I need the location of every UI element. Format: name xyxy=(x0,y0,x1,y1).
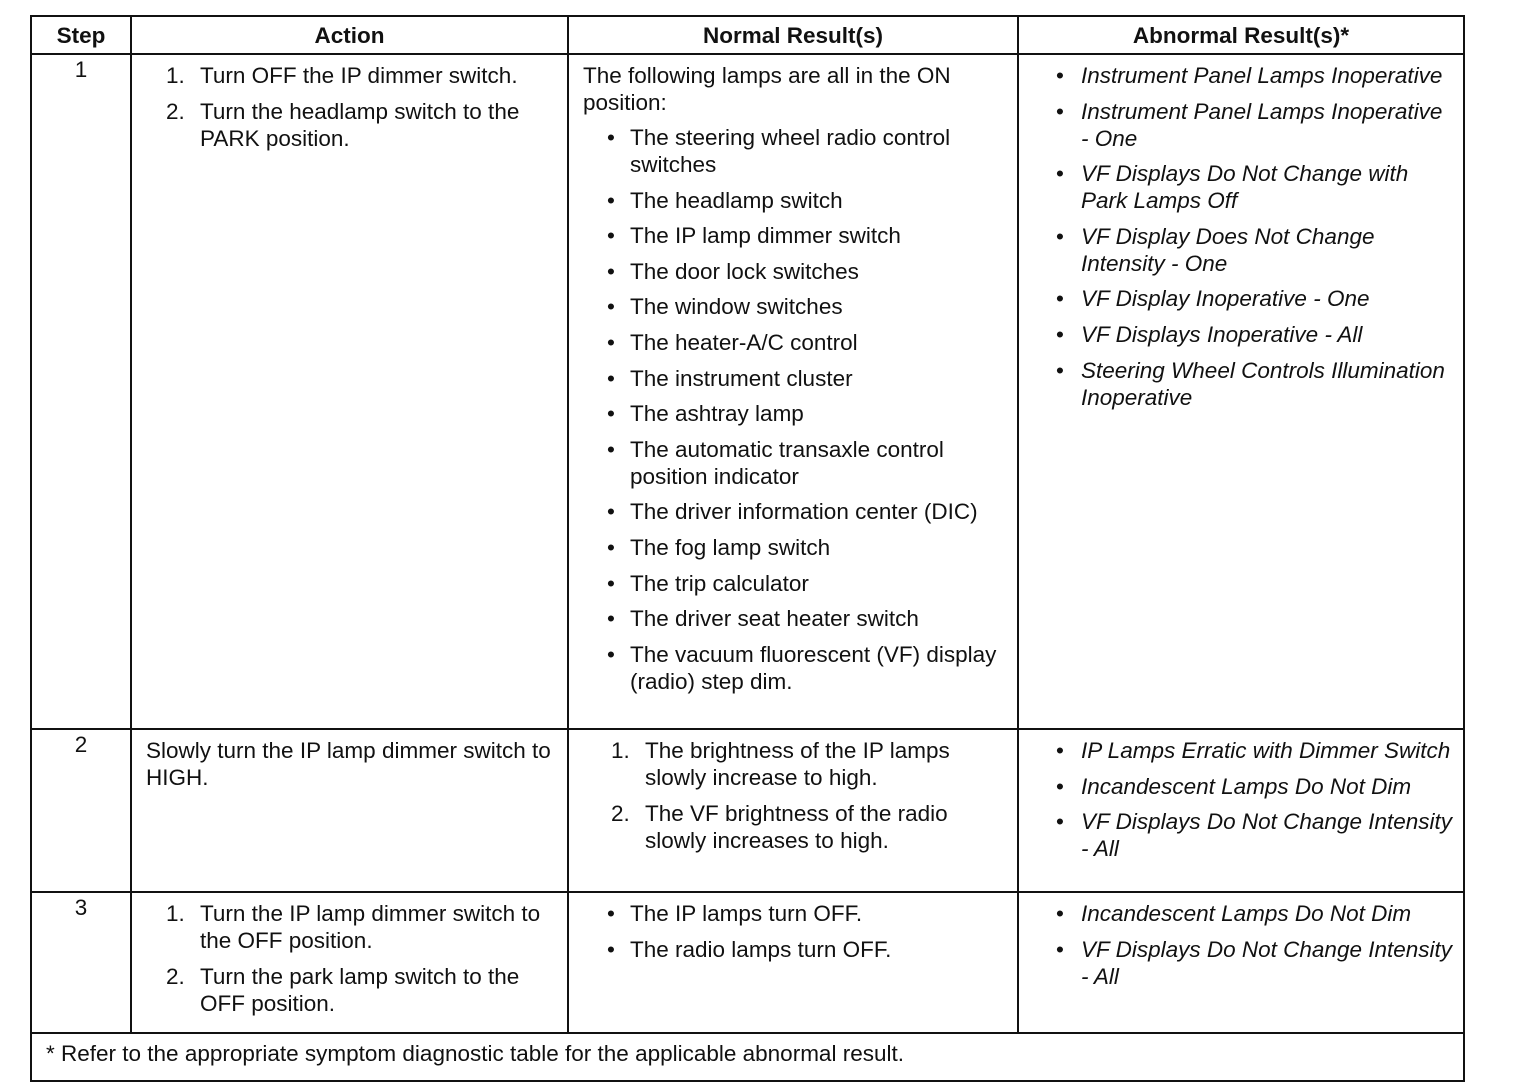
bullet-icon: • xyxy=(607,606,615,632)
list-item: • The heater-A/C control xyxy=(607,329,858,355)
list-item: • VF Displays Do Not Change Intensity - All xyxy=(1056,936,1453,989)
normal-results-cell xyxy=(568,729,1018,892)
list-item: • The headlamp switch xyxy=(607,187,843,213)
bullet-icon: • xyxy=(607,223,615,249)
list-item: • The fog lamp switch xyxy=(607,534,831,560)
bullet-icon: • xyxy=(607,499,615,525)
bullet-icon: • xyxy=(607,436,615,462)
normal-results-cell xyxy=(568,892,1018,1033)
normal-results-list xyxy=(583,900,1007,963)
bullet-icon: • xyxy=(607,187,615,213)
abnormal-results-list xyxy=(1033,62,1453,411)
bullet-icon: • xyxy=(1056,63,1064,88)
list-item: • The steering wheel radio control switches xyxy=(607,125,951,177)
table-row xyxy=(31,892,1464,1033)
list-item: • Incandescent Lamps Do Not Dim xyxy=(1056,901,1412,926)
list-item: • The window switches xyxy=(607,294,843,320)
header-normal-results: Normal Result(s) xyxy=(568,16,1018,54)
list-item: • Instrument Panel Lamps Inoperative - One xyxy=(1056,98,1443,151)
bullet-icon: • xyxy=(1056,161,1064,187)
abnormal-results-cell xyxy=(1018,892,1464,1033)
action-item: 1. Turn the IP lamp dimmer switch to the OFF position. xyxy=(166,901,541,953)
step-number: 1 xyxy=(31,54,131,729)
bullet-icon: • xyxy=(607,365,615,391)
table-row xyxy=(31,54,1464,729)
action-item: 2. Turn the headlamp switch to the PARK position. xyxy=(166,99,520,151)
footnote: * Refer to the appropriate symptom diagnostic table for the applicable abnormal result. xyxy=(31,1033,1464,1081)
list-item: • The radio lamps turn OFF. xyxy=(607,936,892,962)
diagnostic-table xyxy=(30,15,1465,1082)
table-row xyxy=(31,729,1464,892)
bullet-icon: • xyxy=(607,401,615,427)
action-list xyxy=(146,900,557,1017)
step-number: 3 xyxy=(31,892,131,1033)
bullet-icon: • xyxy=(607,901,615,926)
bullet-icon: • xyxy=(1056,901,1064,926)
bullet-icon: • xyxy=(1056,357,1064,383)
action-text: Slowly turn the IP lamp dimmer switch to HIGH. xyxy=(146,738,551,790)
bullet-icon: • xyxy=(607,125,615,150)
list-item: • VF Displays Do Not Change with Park Lamps Off xyxy=(1056,161,1409,214)
bullet-icon: • xyxy=(1056,936,1064,962)
bullet-icon: • xyxy=(607,534,615,560)
bullet-icon: • xyxy=(1056,773,1064,799)
action-cell xyxy=(131,54,568,729)
bullet-icon: • xyxy=(1056,98,1064,124)
list-item: • The IP lamp dimmer switch xyxy=(607,223,901,249)
header-row xyxy=(31,16,1464,54)
bullet-icon: • xyxy=(607,641,615,667)
list-item: • The driver information center (DIC) xyxy=(607,499,978,525)
list-item: • VF Display Inoperative - One xyxy=(1056,286,1370,312)
bullet-icon: • xyxy=(1056,321,1064,347)
normal-intro: The following lamps are all in the ON position: xyxy=(583,63,951,115)
action-cell xyxy=(131,892,568,1033)
bullet-icon: • xyxy=(1056,738,1064,763)
list-item: • The trip calculator xyxy=(607,570,809,596)
list-item: • The door lock switches xyxy=(607,258,859,284)
header-step: Step xyxy=(31,16,131,54)
bullet-icon: • xyxy=(1056,809,1064,835)
list-item: • Incandescent Lamps Do Not Dim xyxy=(1056,773,1412,799)
bullet-icon: • xyxy=(607,258,615,284)
list-item: • VF Displays Do Not Change Intensity - All xyxy=(1056,809,1453,862)
header-action: Action xyxy=(131,16,568,54)
list-item: • Steering Wheel Controls Illumination Inoperative xyxy=(1056,357,1445,410)
list-item: • The automatic transaxle control position indicator xyxy=(607,436,944,489)
abnormal-results-list xyxy=(1033,900,1453,990)
bullet-icon: • xyxy=(607,936,615,962)
header-abnormal-results: Abnormal Result(s)* xyxy=(1018,16,1464,54)
list-item: • The IP lamps turn OFF. xyxy=(607,901,863,926)
bullet-icon: • xyxy=(607,570,615,596)
list-item: 2. The VF brightness of the radio slowly increases to high. xyxy=(611,801,948,853)
bullet-icon: • xyxy=(607,329,615,355)
normal-results-list xyxy=(583,124,1007,695)
action-item: 2. Turn the park lamp switch to the OFF position. xyxy=(166,964,520,1016)
normal-results-cell xyxy=(568,54,1018,729)
action-item: 1. Turn OFF the IP dimmer switch. xyxy=(166,63,518,88)
list-item: • The instrument cluster xyxy=(607,365,853,391)
bullet-icon: • xyxy=(607,294,615,320)
list-item: • The vacuum fluorescent (VF) display (radio) step dim. xyxy=(607,641,997,694)
list-item: 1. The brightness of the IP lamps slowly increase to high. xyxy=(611,738,950,790)
list-item: • Instrument Panel Lamps Inoperative xyxy=(1056,63,1443,88)
list-item: • VF Displays Inoperative - All xyxy=(1056,321,1363,347)
step-number: 2 xyxy=(31,729,131,892)
footnote-row xyxy=(31,1033,1464,1081)
abnormal-results-list xyxy=(1033,737,1453,862)
list-item: • VF Display Does Not Change Intensity - One xyxy=(1056,223,1375,276)
bullet-icon: • xyxy=(1056,286,1064,312)
list-item: • IP Lamps Erratic with Dimmer Switch xyxy=(1056,738,1451,763)
abnormal-results-cell xyxy=(1018,729,1464,892)
action-cell xyxy=(131,729,568,892)
abnormal-results-cell xyxy=(1018,54,1464,729)
action-list xyxy=(146,62,557,152)
bullet-icon: • xyxy=(1056,223,1064,249)
list-item: • The ashtray lamp xyxy=(607,401,804,427)
list-item: • The driver seat heater switch xyxy=(607,606,919,632)
normal-results-list xyxy=(583,737,1007,854)
